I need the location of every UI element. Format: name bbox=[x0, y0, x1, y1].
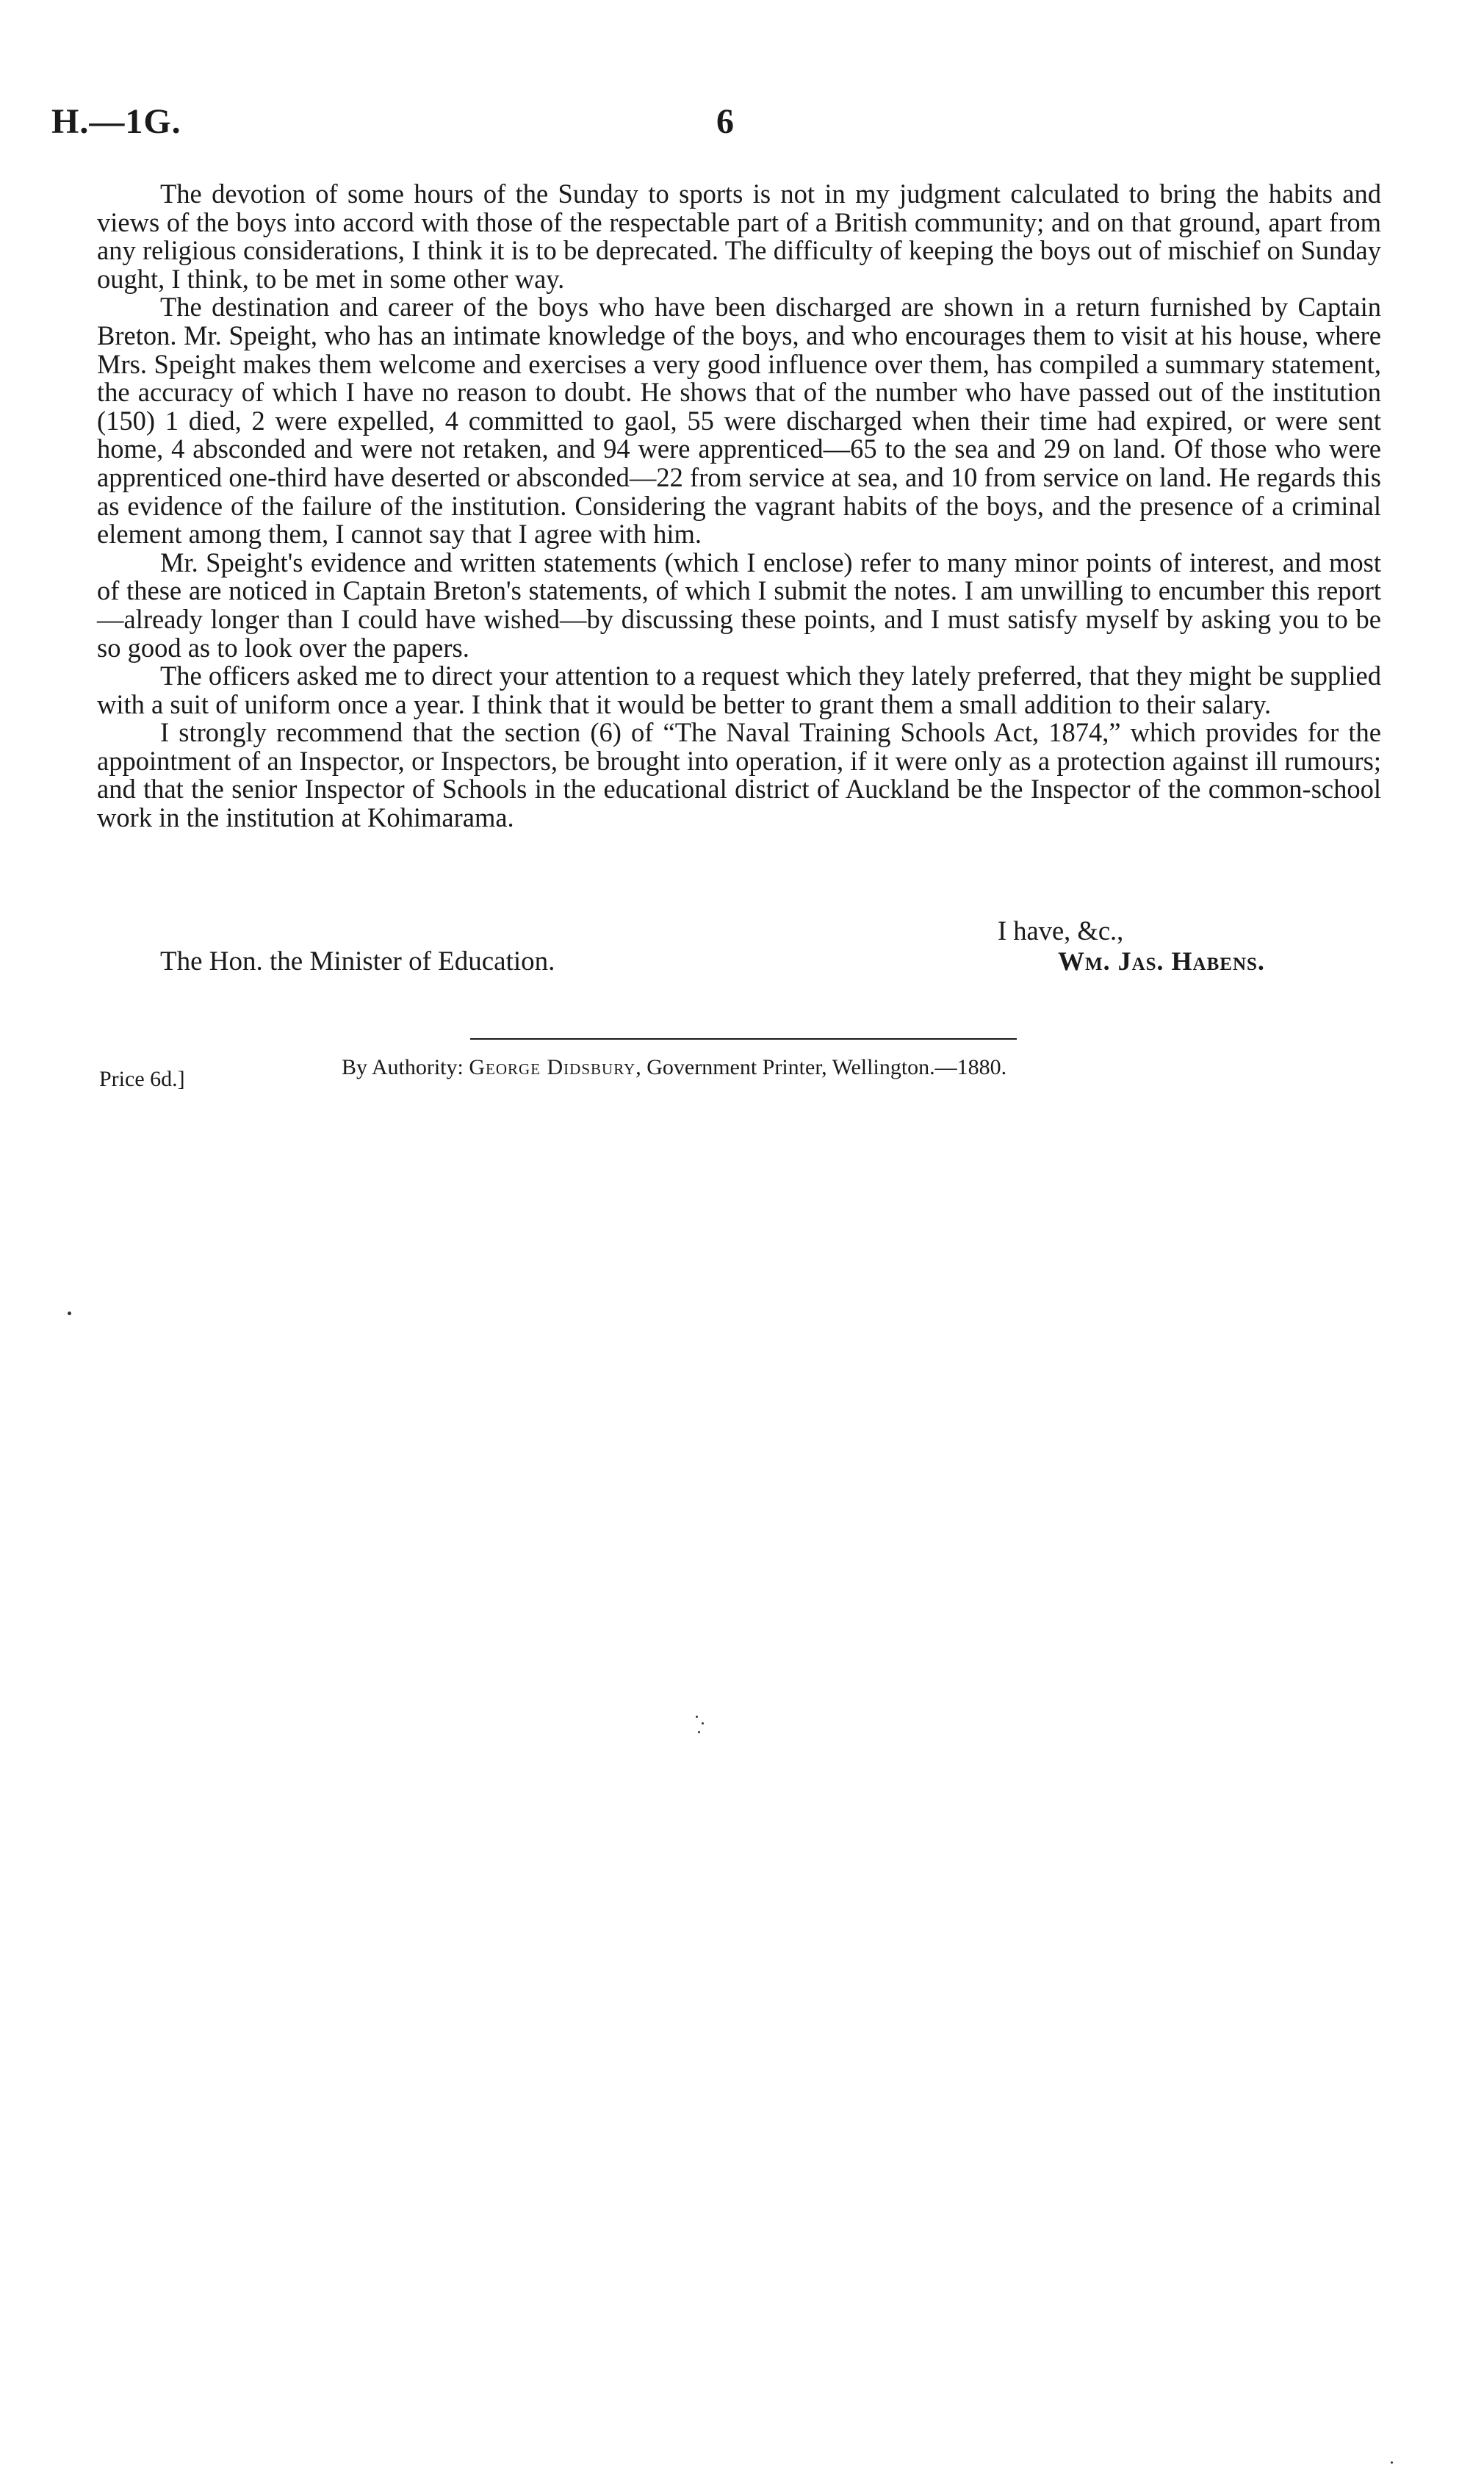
document-reference: H.—1G. bbox=[51, 102, 181, 141]
paragraph-sunday-sports: The devotion of some hours of the Sunday to sports is not in my judgment calculated to bring the habits and views of the boys into accord with those of the respectable part of a British community; and on that ground, apart from any religious considerations, I think it is to be deprecated. The difficulty of keeping the boys out of mischief on Sunday ought, I think, to be met in some other way. bbox=[97, 179, 1381, 294]
scan-speck bbox=[68, 1312, 71, 1315]
letter-closing: I have, &c., bbox=[998, 916, 1124, 946]
scan-speck bbox=[698, 1731, 700, 1733]
scan-speck bbox=[702, 1722, 704, 1724]
paragraph-speight-evidence: Mr. Speight's evidence and written statements (which I enclose) refer to many minor points of interest, and most of these are noticed in Captain Breton's statements, of which I submit the notes. I am unwilling to encumber this report—already longer than I could have wished—by discussing these points, and I must satisfy myself by asking you to be so good as to look over the papers. bbox=[97, 547, 1381, 663]
paragraph-discharged-boys: The destination and career of the boys who have been discharged are shown in a return furnished by Captain Breton. Mr. Speight, who has an intimate knowledge of the boys, and who encourages them to visit at his house, where Mrs. Speight makes them welcome and exercises a very good influence over them, has compiled a summary statement, the accuracy of which I have no reason to doubt. He shows that of the number who have passed out of the institution (150) 1 died, 2 were expelled, 4 committed to gaol, 55 were discharged when their time had expired, or were sent home, 4 absconded and were not retaken, and 94 were apprenticed—65 to the sea and 29 on land. Of those who were apprenticed one-third have deserted or absconded—22 from service at sea, and 10 from service on land. He regards this as evidence of the failure of the institution. Considering the vagrant habits of the boys, and the presence of a criminal element among them, I cannot say that I agree with him. bbox=[97, 292, 1381, 550]
footer-rule bbox=[470, 1038, 1017, 1040]
scan-speck bbox=[696, 1716, 698, 1718]
paragraph-recommendation: I strongly recommend that the section (6) of “The Naval Training Schools Act, 1874,” which provides for the appointment of an Inspector, or Inspectors, be brought into operation, if it were only as a protection against ill rumours; and that the senior Inspector of Schools in the educational district of Auckland be the Inspector of the common-school work in the institution at Kohimarama. bbox=[97, 717, 1381, 833]
page-number: 6 bbox=[716, 102, 734, 141]
printer-imprint bbox=[342, 1055, 1006, 1080]
price-note: Price 6d.] bbox=[99, 1067, 185, 1091]
paragraph-officers-request: The officers asked me to direct your attention to a request which they lately preferred, that they might be supplied with a suit of uniform once a year. I think that it would be better to grant them a small addition to their salary. bbox=[97, 661, 1381, 719]
scan-speck bbox=[1391, 2461, 1393, 2464]
imprint-prefix: By Authority: bbox=[342, 1055, 464, 1079]
letter-body bbox=[97, 180, 1381, 832]
addressee: The Hon. the Minister of Education. bbox=[160, 946, 555, 976]
imprint-printer-name: George Didsbury bbox=[469, 1055, 636, 1079]
signature: Wm. Jas. Habens. bbox=[1058, 946, 1265, 976]
imprint-suffix: , Government Printer, Wellington.—1880. bbox=[635, 1055, 1007, 1079]
